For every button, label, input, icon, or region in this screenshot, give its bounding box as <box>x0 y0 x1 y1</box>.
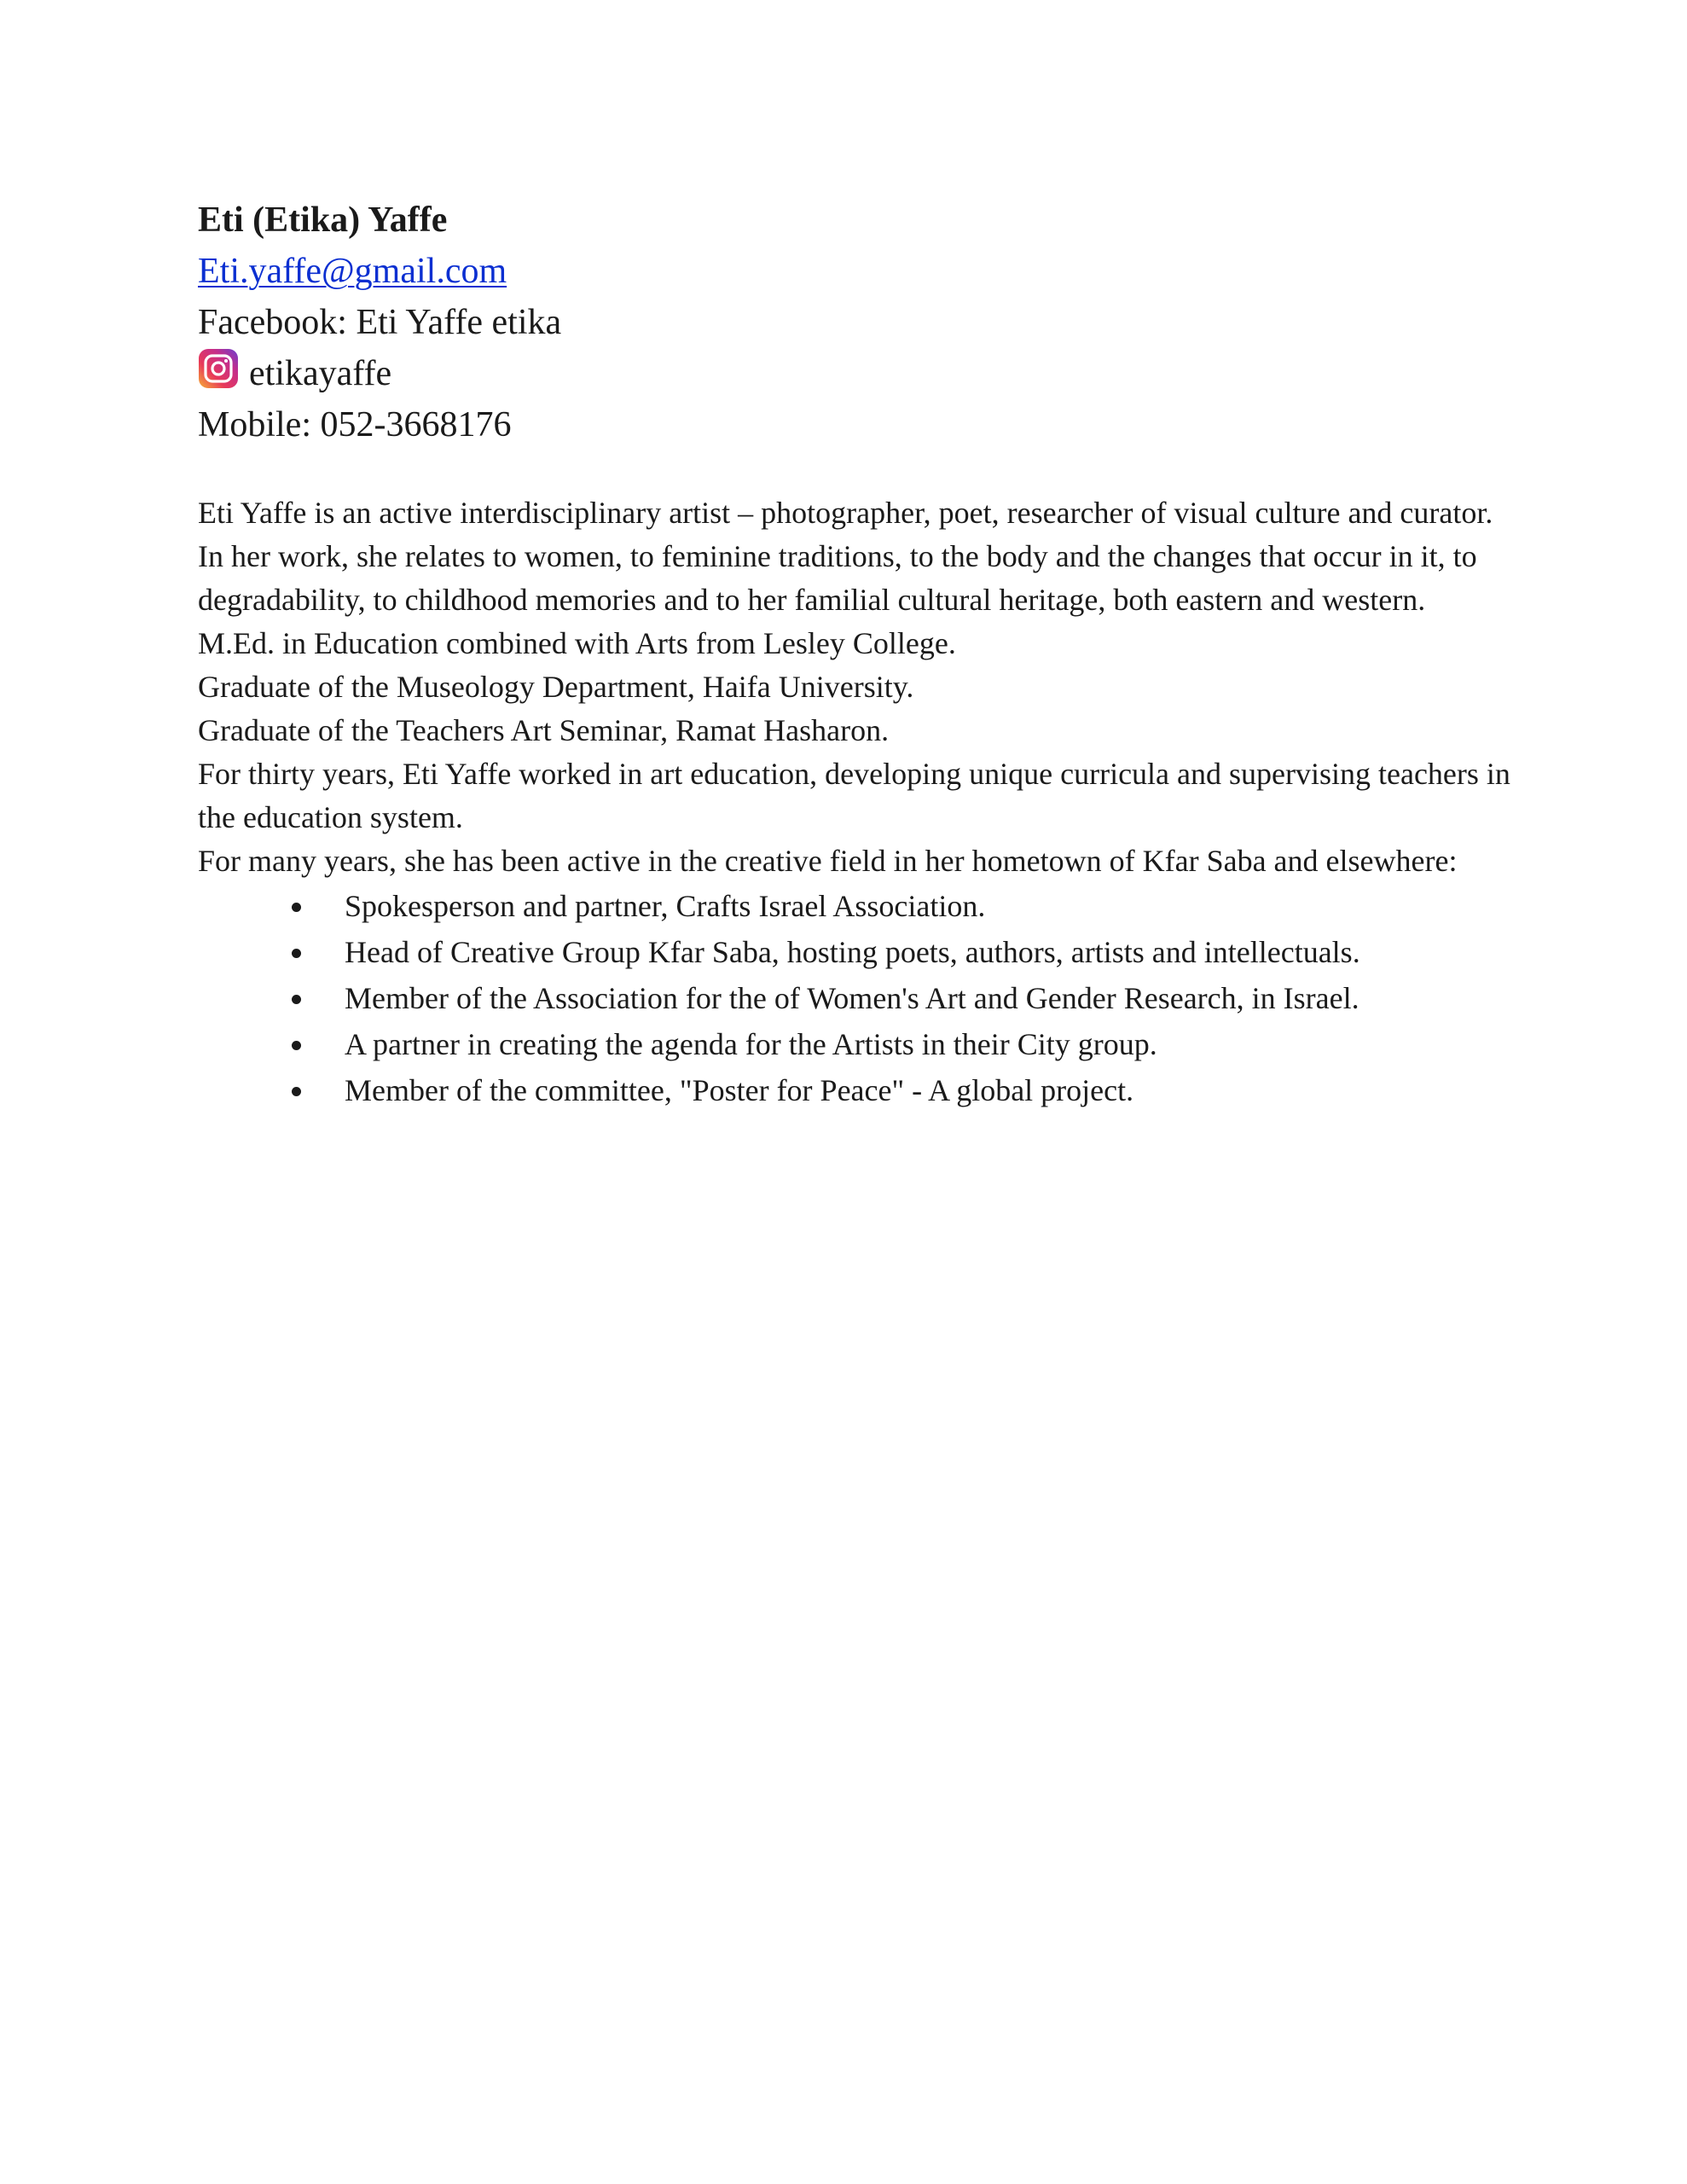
biography <box>198 491 1511 1113</box>
bio-paragraph: Graduate of the Museology Department, Haifa University. <box>198 670 914 704</box>
email-line <box>198 246 1511 297</box>
list-item-text: Spokesperson and partner, Crafts Israel Association. <box>345 889 986 923</box>
bio-paragraph: Graduate of the Teachers Art Seminar, Ramat Hasharon. <box>198 713 890 747</box>
instagram-icon <box>198 348 239 389</box>
list-item-text: A partner in creating the agenda for the Artists in their City group. <box>345 1027 1157 1061</box>
bio-paragraph: For thirty years, Eti Yaffe worked in art education, developing unique curricula and supervising teachers in the education system. <box>198 757 1510 834</box>
bio-paragraph: Eti Yaffe is an active interdisciplinary artist – photographer, poet, researcher of visual culture and curator. <box>198 496 1493 530</box>
list-item-text: Head of Creative Group Kfar Saba, hosting poets, authors, artists and intellectuals. <box>345 935 1360 969</box>
list-item <box>292 883 1511 929</box>
instagram-line <box>198 348 1511 399</box>
bullet-icon <box>292 903 301 912</box>
list-item <box>292 1021 1511 1067</box>
list-item-text: Member of the Association for the of Women's Art and Gender Research, in Israel. <box>345 981 1359 1015</box>
list-item <box>292 1067 1511 1113</box>
facebook-line: Facebook: Eti Yaffe etika <box>198 303 562 342</box>
contact-header <box>198 195 1511 450</box>
bio-paragraph: M.Ed. in Education combined with Arts from Lesley College. <box>198 626 956 660</box>
instagram-handle: etikayaffe <box>249 354 392 393</box>
list-item-text: Member of the committee, "Poster for Peace" - A global project. <box>345 1073 1134 1107</box>
bullet-icon <box>292 1087 301 1096</box>
bullet-icon <box>292 949 301 958</box>
activities-list <box>198 883 1511 1113</box>
email-link[interactable]: Eti.yaffe@gmail.com <box>198 252 507 291</box>
list-item <box>292 975 1511 1021</box>
author-name: Eti (Etika) Yaffe <box>198 200 448 240</box>
bio-paragraph: For many years, she has been active in the creative field in her hometown of Kfar Saba and elsewhere: <box>198 844 1458 878</box>
document-page <box>198 195 1511 1113</box>
list-item <box>292 929 1511 975</box>
bullet-icon <box>292 995 301 1004</box>
bio-paragraph: In her work, she relates to women, to feminine traditions, to the body and the changes that occur in it, to degradability, to childhood memories and to her familial cultural heritage, both eastern and western. <box>198 539 1477 617</box>
mobile-line: Mobile: 052-3668176 <box>198 405 512 444</box>
bullet-icon <box>292 1041 301 1050</box>
